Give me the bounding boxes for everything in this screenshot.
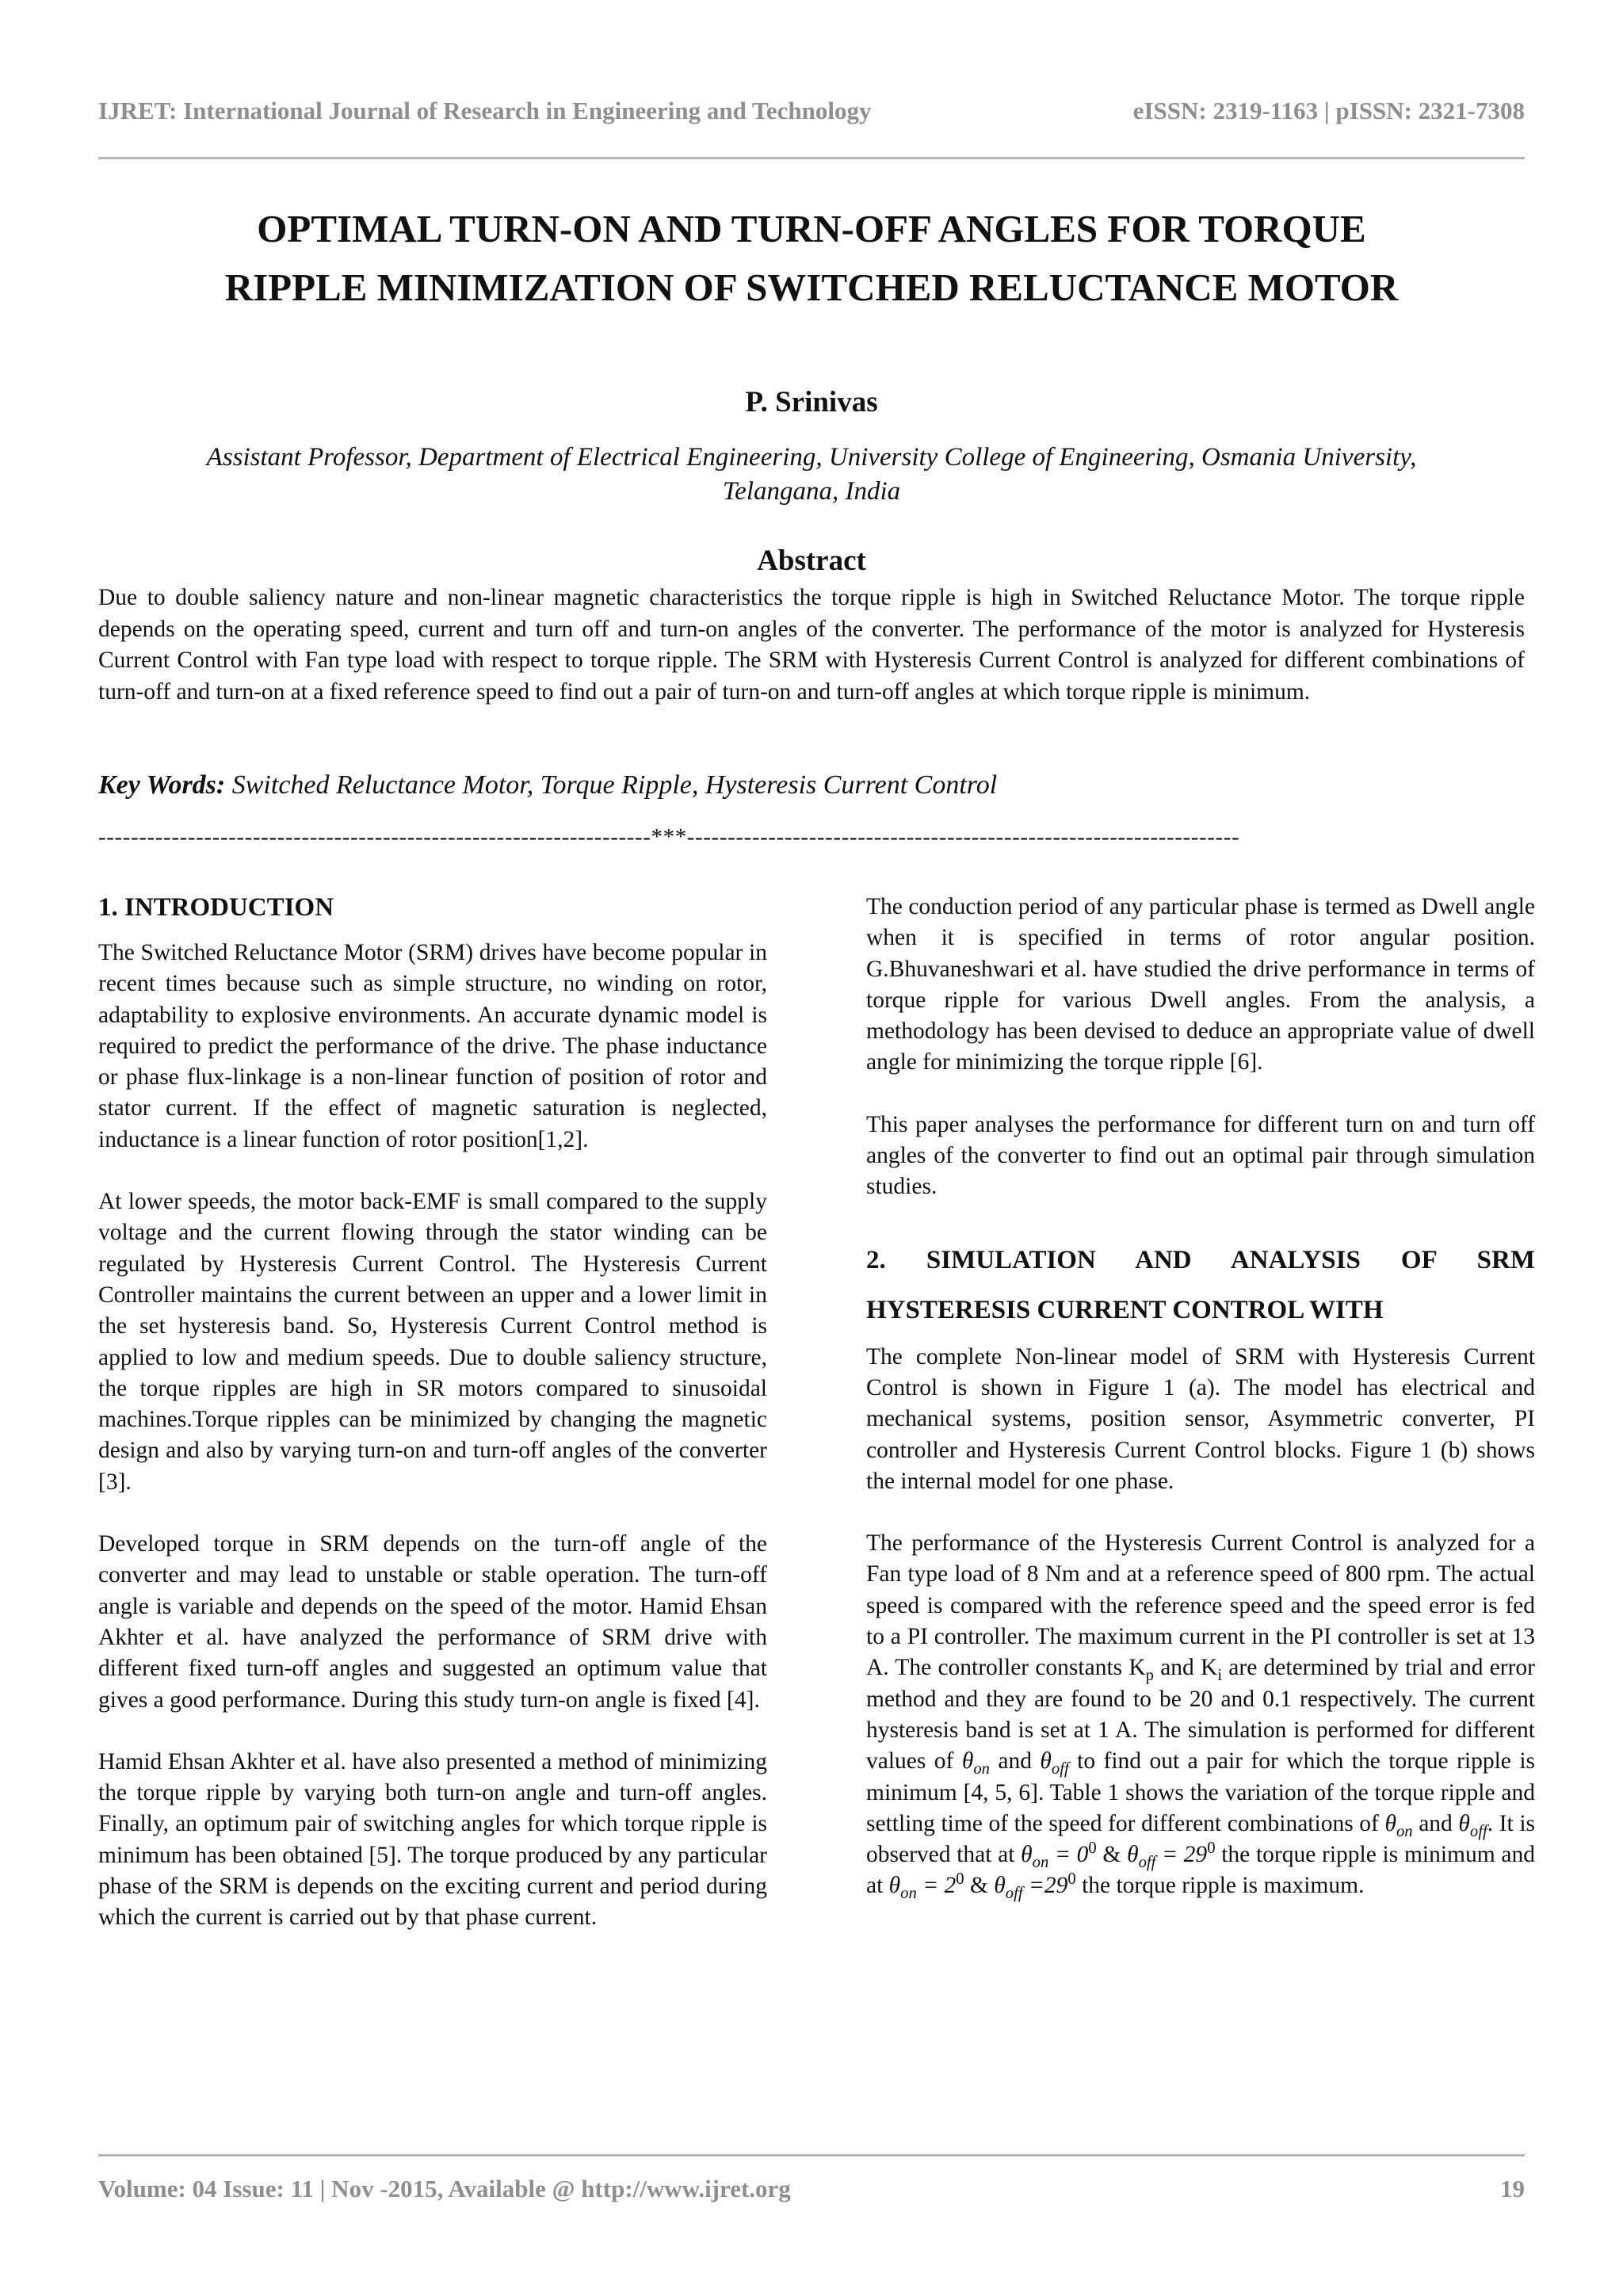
keywords-text: Switched Reluctance Motor, Torque Ripple, Hysteresis Current Control <box>225 770 998 800</box>
intro-paragraph-2: At lower speeds, the motor back-EMF is small compared to the supply voltage and the current flowing through the stator winding can be regulated by Hysteresis Current Control. The Hysteresis Current Controller maintains the current between an upper and a lower limit in the set hysteresis band. So, Hysteresis Current Control method is applied to low and medium speeds. Due to double saliency structure, the torque ripples are high in SR motors compared to sinusoidal machines.Torque ripples can be minimized by changing the magnetic design and also by varying turn-on and turn-off angles of the converter [3]. <box>98 1189 767 1495</box>
author-affiliation <box>98 441 1525 509</box>
page-number: 19 <box>1500 2175 1525 2202</box>
affiliation-line-2: Telangana, India <box>722 477 901 506</box>
section-heading-simulation-line-2: HYSTERESIS CURRENT CONTROL WITH <box>866 1295 1384 1324</box>
right-paragraph-2: This paper analyses the performance for different turn on and turn off angles of the converter to find out an optimal pair through simulation studies. <box>866 1111 1535 1200</box>
intro-paragraph-3: Developed torque in SRM depends on the turn-off angle of the converter and may lead to unstable or stable operation. The turn-off angle is variable and depends on the speed of the motor. Hamid Ehsan Akhter et al. have analyzed the performance of SRM drive with different fixed turn-off angles and suggested an optimum value that gives a good performance. During this study turn-on angle is fixed [4]. <box>98 1531 767 1713</box>
header-rule <box>98 157 1525 159</box>
author-name: P. Srinivas <box>745 386 878 418</box>
section-heading-simulation-line-1: 2. SIMULATION AND ANALYSIS OF SRM <box>866 1245 1535 1274</box>
intro-paragraph-4: Hamid Ehsan Akhter et al. have also presented a method of minimizing the torque ripple by varying both turn-on angle and turn-off angles. Finally, an optimum pair of switching angles for which torque ripple is minimum has been obtained [5]. The torque produced by any particular phase of the SRM is depends on the exciting current and period during which the current is carried out by that phase current. <box>98 1748 767 1931</box>
running-footer <box>98 2175 1525 2203</box>
issn-info: eISSN: 2319-1163 | pISSN: 2321-7308 <box>1132 97 1525 124</box>
footer-rule <box>98 2154 1525 2157</box>
left-column <box>98 892 767 1965</box>
abstract-text: Due to double saliency nature and non-linear magnetic characteristics the torque ripple is high in Switched Reluctance Motor. The torque ripple depends on the operating speed, current and turn off and turn-on angles of the converter. The performance of the motor is analyzed for Hysteresis Current Control with Fan type load with respect to torque ripple. The SRM with Hysteresis Current Control is analyzed for different combinations of turn-off and turn-on at a fixed reference speed to find out a pair of turn-on and turn-off angles at which torque ripple is minimum. <box>98 585 1525 705</box>
keywords <box>98 770 1525 800</box>
right-paragraph-3: The complete Non-linear model of SRM with Hysteresis Current Control is shown in Figure 1 (a). The model has electrical and mechanical systems, position sensor, Asymmetric converter, PI controller and Hysteresis Current Control blocks. Figure 1 (b) shows the internal model for one phase. <box>866 1343 1535 1494</box>
abstract-heading: Abstract <box>757 544 866 577</box>
right-column <box>866 892 1535 1933</box>
right-paragraph-1: The conduction period of any particular phase is termed as Dwell angle when it is specified in terms of rotor angular position. G.Bhuvaneshwari et al. have studied the drive performance in terms of torque ripple for various Dwell angles. From the analysis, a methodology has been devised to deduce an appropriate value of dwell angle for minimizing the torque ripple [6]. <box>866 894 1535 1075</box>
affiliation-line-1: Assistant Professor, Department of Electrical Engineering, University College of Engineering, Osmania University, <box>206 443 1417 472</box>
keywords-label: Key Words: <box>98 770 226 800</box>
journal-name: IJRET: International Journal of Research in Engineering and Technology <box>98 97 872 124</box>
title-line-1: OPTIMAL TURN-ON AND TURN-OFF ANGLES FOR TORQUE <box>257 207 1366 250</box>
intro-paragraph-1: The Switched Reluctance Motor (SRM) drives have become popular in recent times because such as simple structure, no winding on rotor, adaptability to explosive environments. An accurate dynamic model is required to predict the performance of the drive. The phase inductance or phase flux-linkage is a non-linear function of position of rotor and stator current. If the effect of magnetic saturation is neglected, inductance is a linear function of rotor position[1,2]. <box>98 940 767 1152</box>
right-paragraph-4: The performance of the Hysteresis Current Control is analyzed for a Fan type load of 8 Nm and at a reference speed of 800 rpm. The actual speed is compared with the reference speed and the speed error is fed to a PI controller. The maximum current in the PI controller is set at 13 A. The controller constants $K_p$ and $K_i$ are determined by trial and error method and they are found to be 20 and 0.1 respectively. The current hysteresis band is set at 1 A. The simulation is performed for different values of $\theta_{on}$ and $\theta_{off}$ to find out a pair for which the torque ripple is minimum [4, 5, 6]. Table 1 shows the variation of the torque ripple and settling time of the speed for different combinations of $\theta_{on}$ and $\theta_{off}$. It is observed that at $\theta_{on} = 0^0$ & $\theta_{off} = 29^0$ the torque ripple is minimum and at $\theta_{on} = 2^0$ & $\theta_{off} =29^0$ the torque ripple is maximum. <box>866 1530 1536 1903</box>
running-header <box>98 97 1525 125</box>
title-line-2: RIPPLE MINIMIZATION OF SWITCHED RELUCTANCE MOTOR <box>224 266 1399 309</box>
section-heading-introduction: 1. INTRODUCTION <box>98 893 334 922</box>
paper-title <box>98 200 1525 317</box>
volume-info: Volume: 04 Issue: 11 | Nov -2015, Available @ http://www.ijret.org <box>98 2175 791 2202</box>
section-separator: --------------------------------------------------------------------***-------------------------------------------------------------------- <box>98 824 1240 850</box>
